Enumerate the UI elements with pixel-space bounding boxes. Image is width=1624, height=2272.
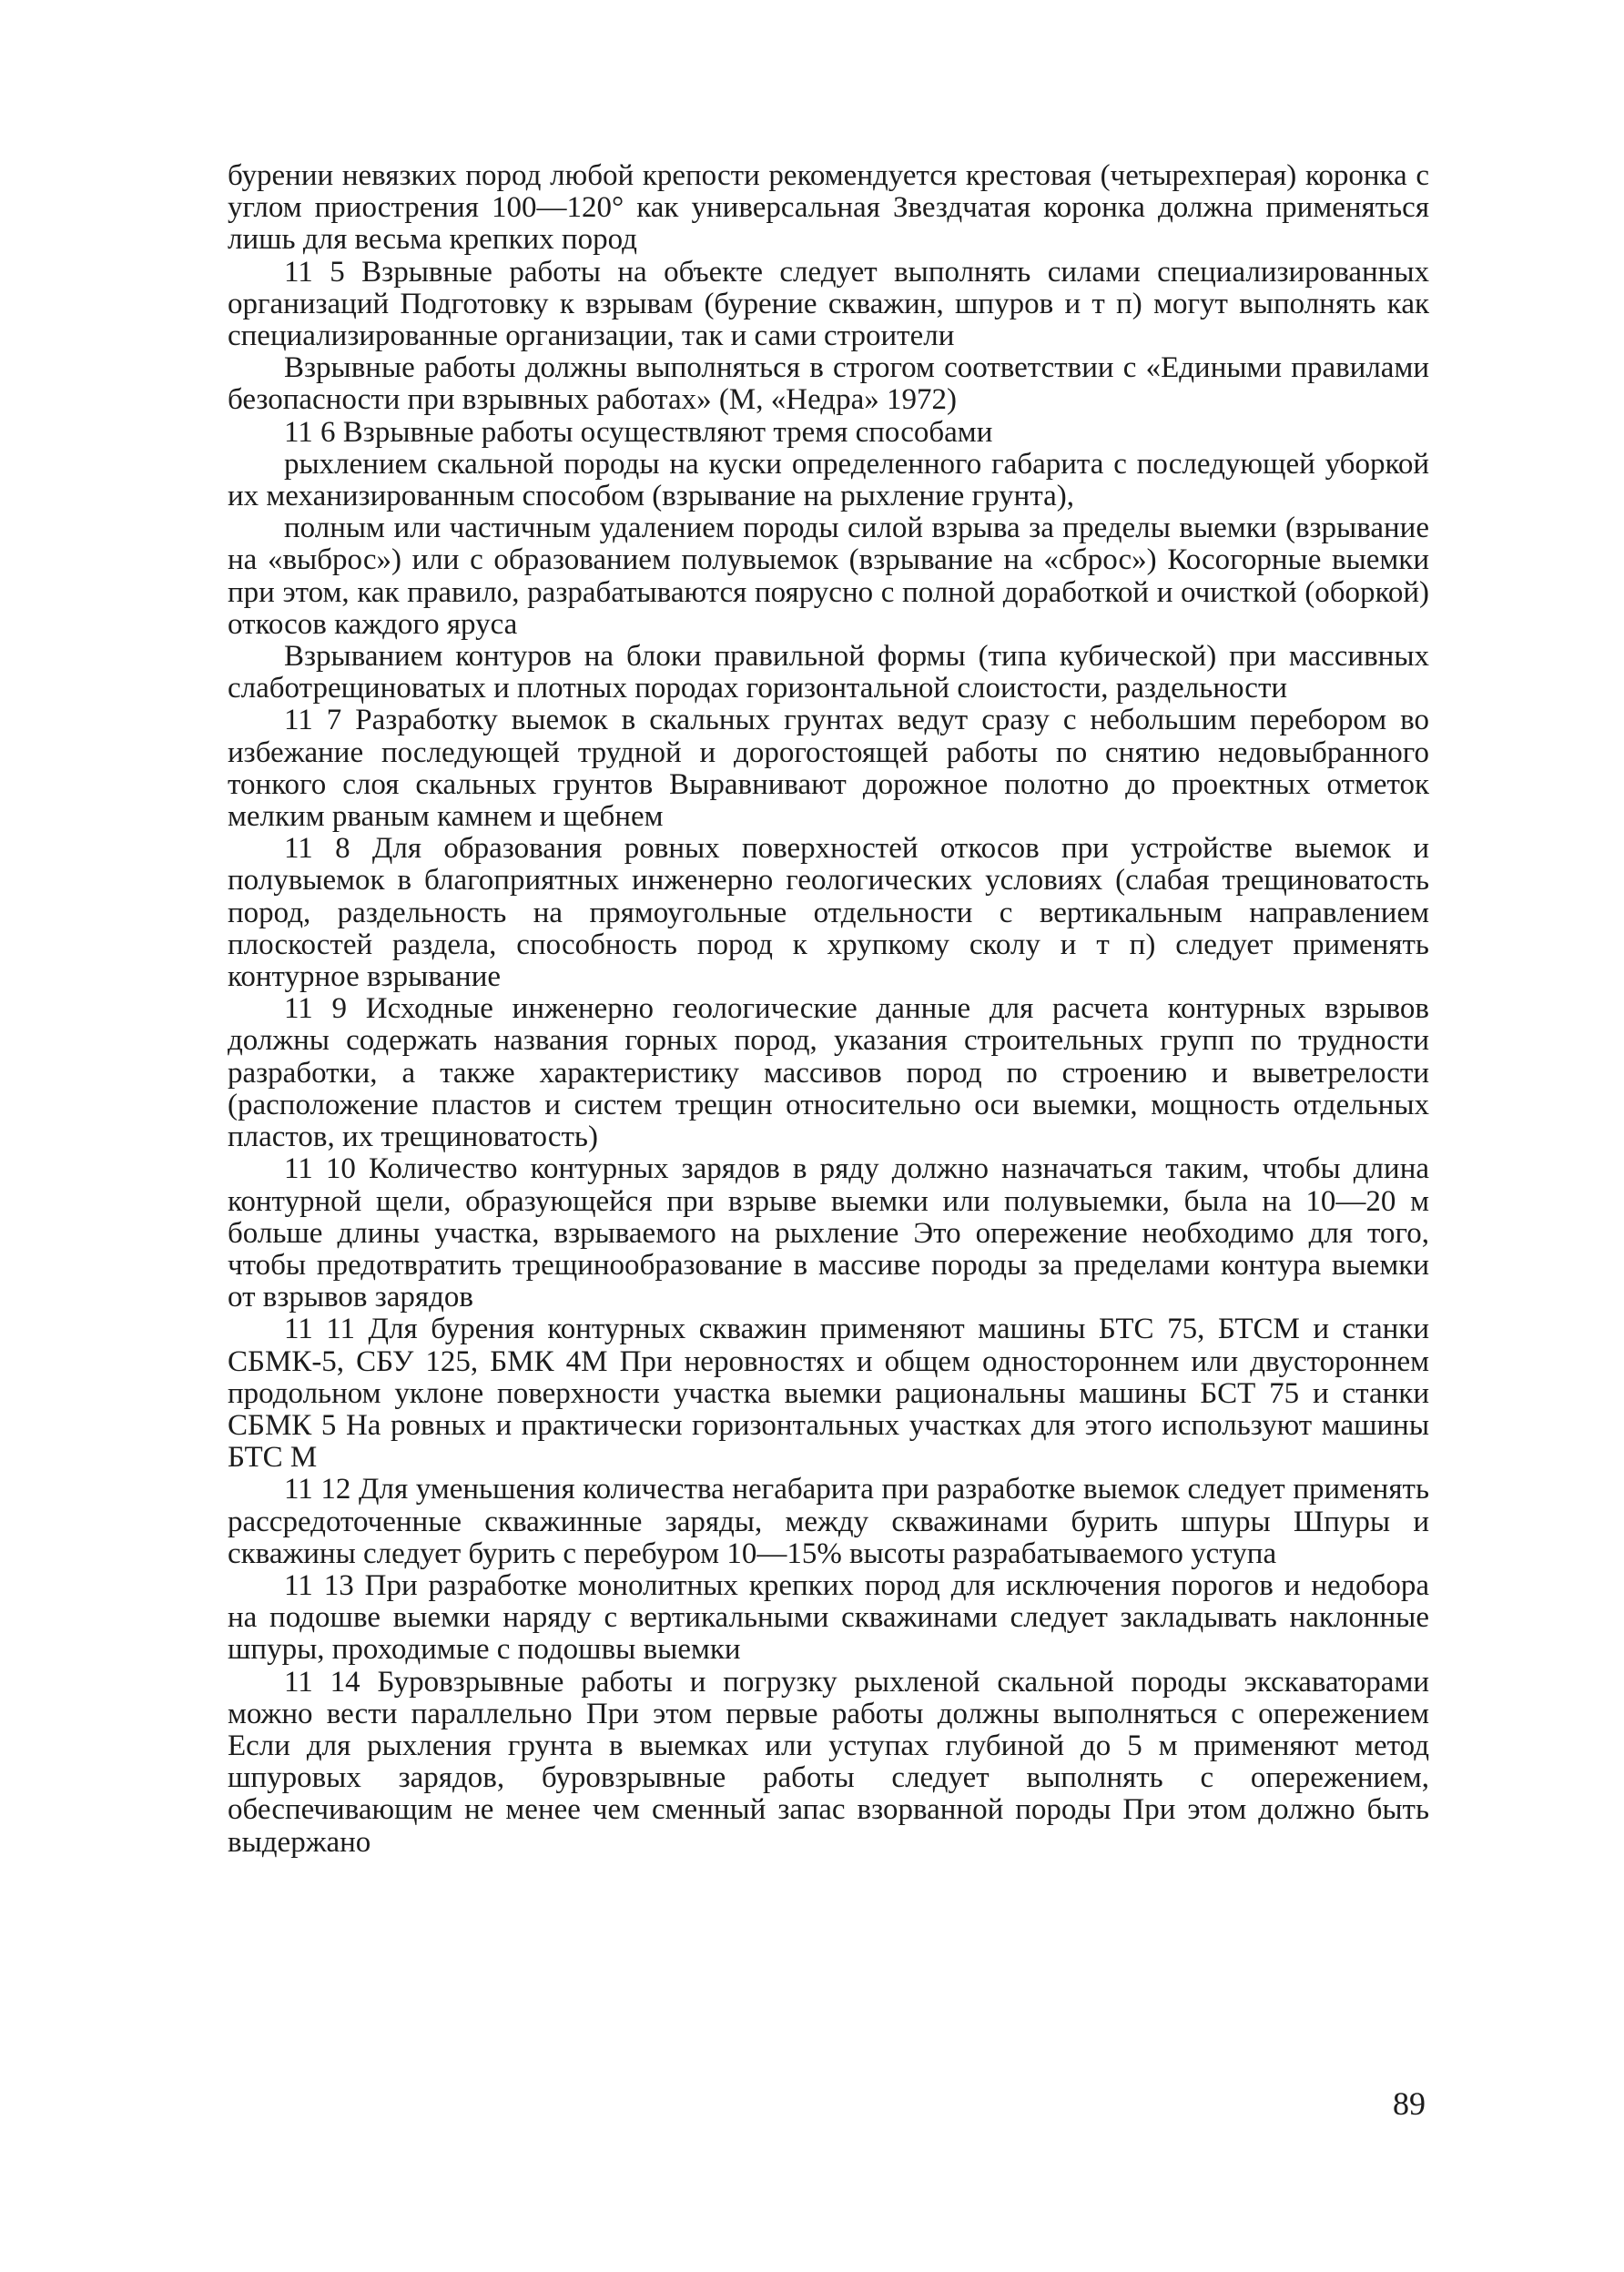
- paragraph-11-11: 11 11 Для бурения контурных скважин применяют машины БТС 75, БТСМ и станки СБМК-5, СБУ 125, БМК 4М При неровностях и общем одностороннем или двустороннем продольном уклоне поверхности участка выемки рациональны машины БСТ 75 и станки СБМК 5 На ровных и практически горизонтальных участках для этого используют машины БТС М: [228, 1313, 1429, 1475]
- paragraph-11-6: 11 6 Взрывные работы осуществляют тремя способами: [284, 415, 993, 449]
- paragraph-method-removal: полным или частичным удалением породы силой взрыва за пределы выемки (взрывание на «выброс») или с образованием полувыемок (взрывание на «сброс») Косогорные выемки при этом, как правило, разрабатываются поярусно с полной доработкой и очисткой (оборкой) откосов каждого яруса: [228, 512, 1429, 641]
- paragraph-11-12: 11 12 Для уменьшения количества негабарита при разработке выемок следует применять рассредоточенные скважинные заряды, между скважинами бурить шпуры Шпуры и скважины следует бурить с перебуром 10—15% высоты разрабатываемого уступа: [228, 1473, 1429, 1570]
- paragraph-method-loosening: рыхлением скальной породы на куски определенного габарита с последующей уборкой их механизированным способом (взрывание на рыхление грунта),: [228, 447, 1429, 513]
- paragraph-continuation: бурении невязких пород любой крепости рекомендуется крестовая (четырехперая) коронка с углом приострения 100—120° как универсальная Звездчатая коронка должна применяться лишь для весьма крепких пород: [228, 159, 1429, 257]
- paragraph-method-contour: Взрыванием контуров на блоки правильной формы (типа кубической) при массивных слаботрещиноватых и плотных породах горизонтальной слоистости, раздельности: [228, 640, 1429, 705]
- paragraph-11-13: 11 13 При разработке монолитных крепких пород для исключения порогов и недобора на подошве выемки наряду с вертикальными скважинами следует закладывать наклонные шпуры, проходимые с подошвы выемки: [228, 1568, 1429, 1667]
- body-text: [228, 160, 1429, 1859]
- paragraph-11-5: 11 5 Взрывные работы на объекте следует выполнять силами специализированных организаций Подготовку к взрывам (бурение скважин, шпуров и т п) могут выполнять как специализированные организации, так и сами строители: [228, 255, 1429, 353]
- paragraph-11-9: 11 9 Исходные инженерно геологические данные для расчета контурных взрывов должны содержать названия горных пород, указания строительных групп по трудности разработки, а также характеристику массивов пород по строению и выветрелости (расположение пластов и систем трещин относительно оси выемки, мощность отдельных пластов, их трещиноватость): [228, 992, 1429, 1154]
- paragraph-11-14: 11 14 Буровзрывные работы и погрузку рыхленой скальной породы экскаваторами можно вести параллельно При этом первые работы должны выполняться с опережением Если для рыхления грунта в выемках или уступах глубиной до 5 м применяют метод шпуровых зарядов, буровзрывные работы следует выполнять с опережением, обеспечивающим не менее чем сменный запас взорванной породы При этом должно быть выдержано: [228, 1665, 1429, 1859]
- paragraph-11-7: 11 7 Разработку выемок в скальных грунтах ведут сразу с небольшим перебором во избежание последующей трудной и дорогостоящей работы по снятию недовыбранного тонкого слоя скальных грунтов Выравнивают дорожное полотно до проектных отметок мелким рваным камнем и щебнем: [228, 704, 1429, 834]
- paragraph-11-8: 11 8 Для образования ровных поверхностей откосов при устройстве выемок и полувыемок в благоприятных инженерно геологических условиях (слабая трещиноватость пород, раздельность на прямоугольные отдельности с вертикальным направлением плоскостей раздела, способность пород к хрупкому сколу и т п) следует применять контурное взрывание: [228, 832, 1429, 994]
- page-number: 89: [1393, 2085, 1426, 2122]
- paragraph-blasting-rules: Взрывные работы должны выполняться в строгом соответствии с «Едиными правилами безопасности при взрывных работах» (М, «Недра» 1972): [228, 351, 1429, 417]
- paragraph-11-10: 11 10 Количество контурных зарядов в ряду должно назначаться таким, чтобы длина контурной щели, образующейся при взрыве выемки или полувыемки, была на 10—20 м больше длины участка, взрываемого на рыхление Это опережение необходимо для того, чтобы предотвратить трещинообразование в массиве породы за пределами контура выемки от взрывов зарядов: [228, 1152, 1429, 1314]
